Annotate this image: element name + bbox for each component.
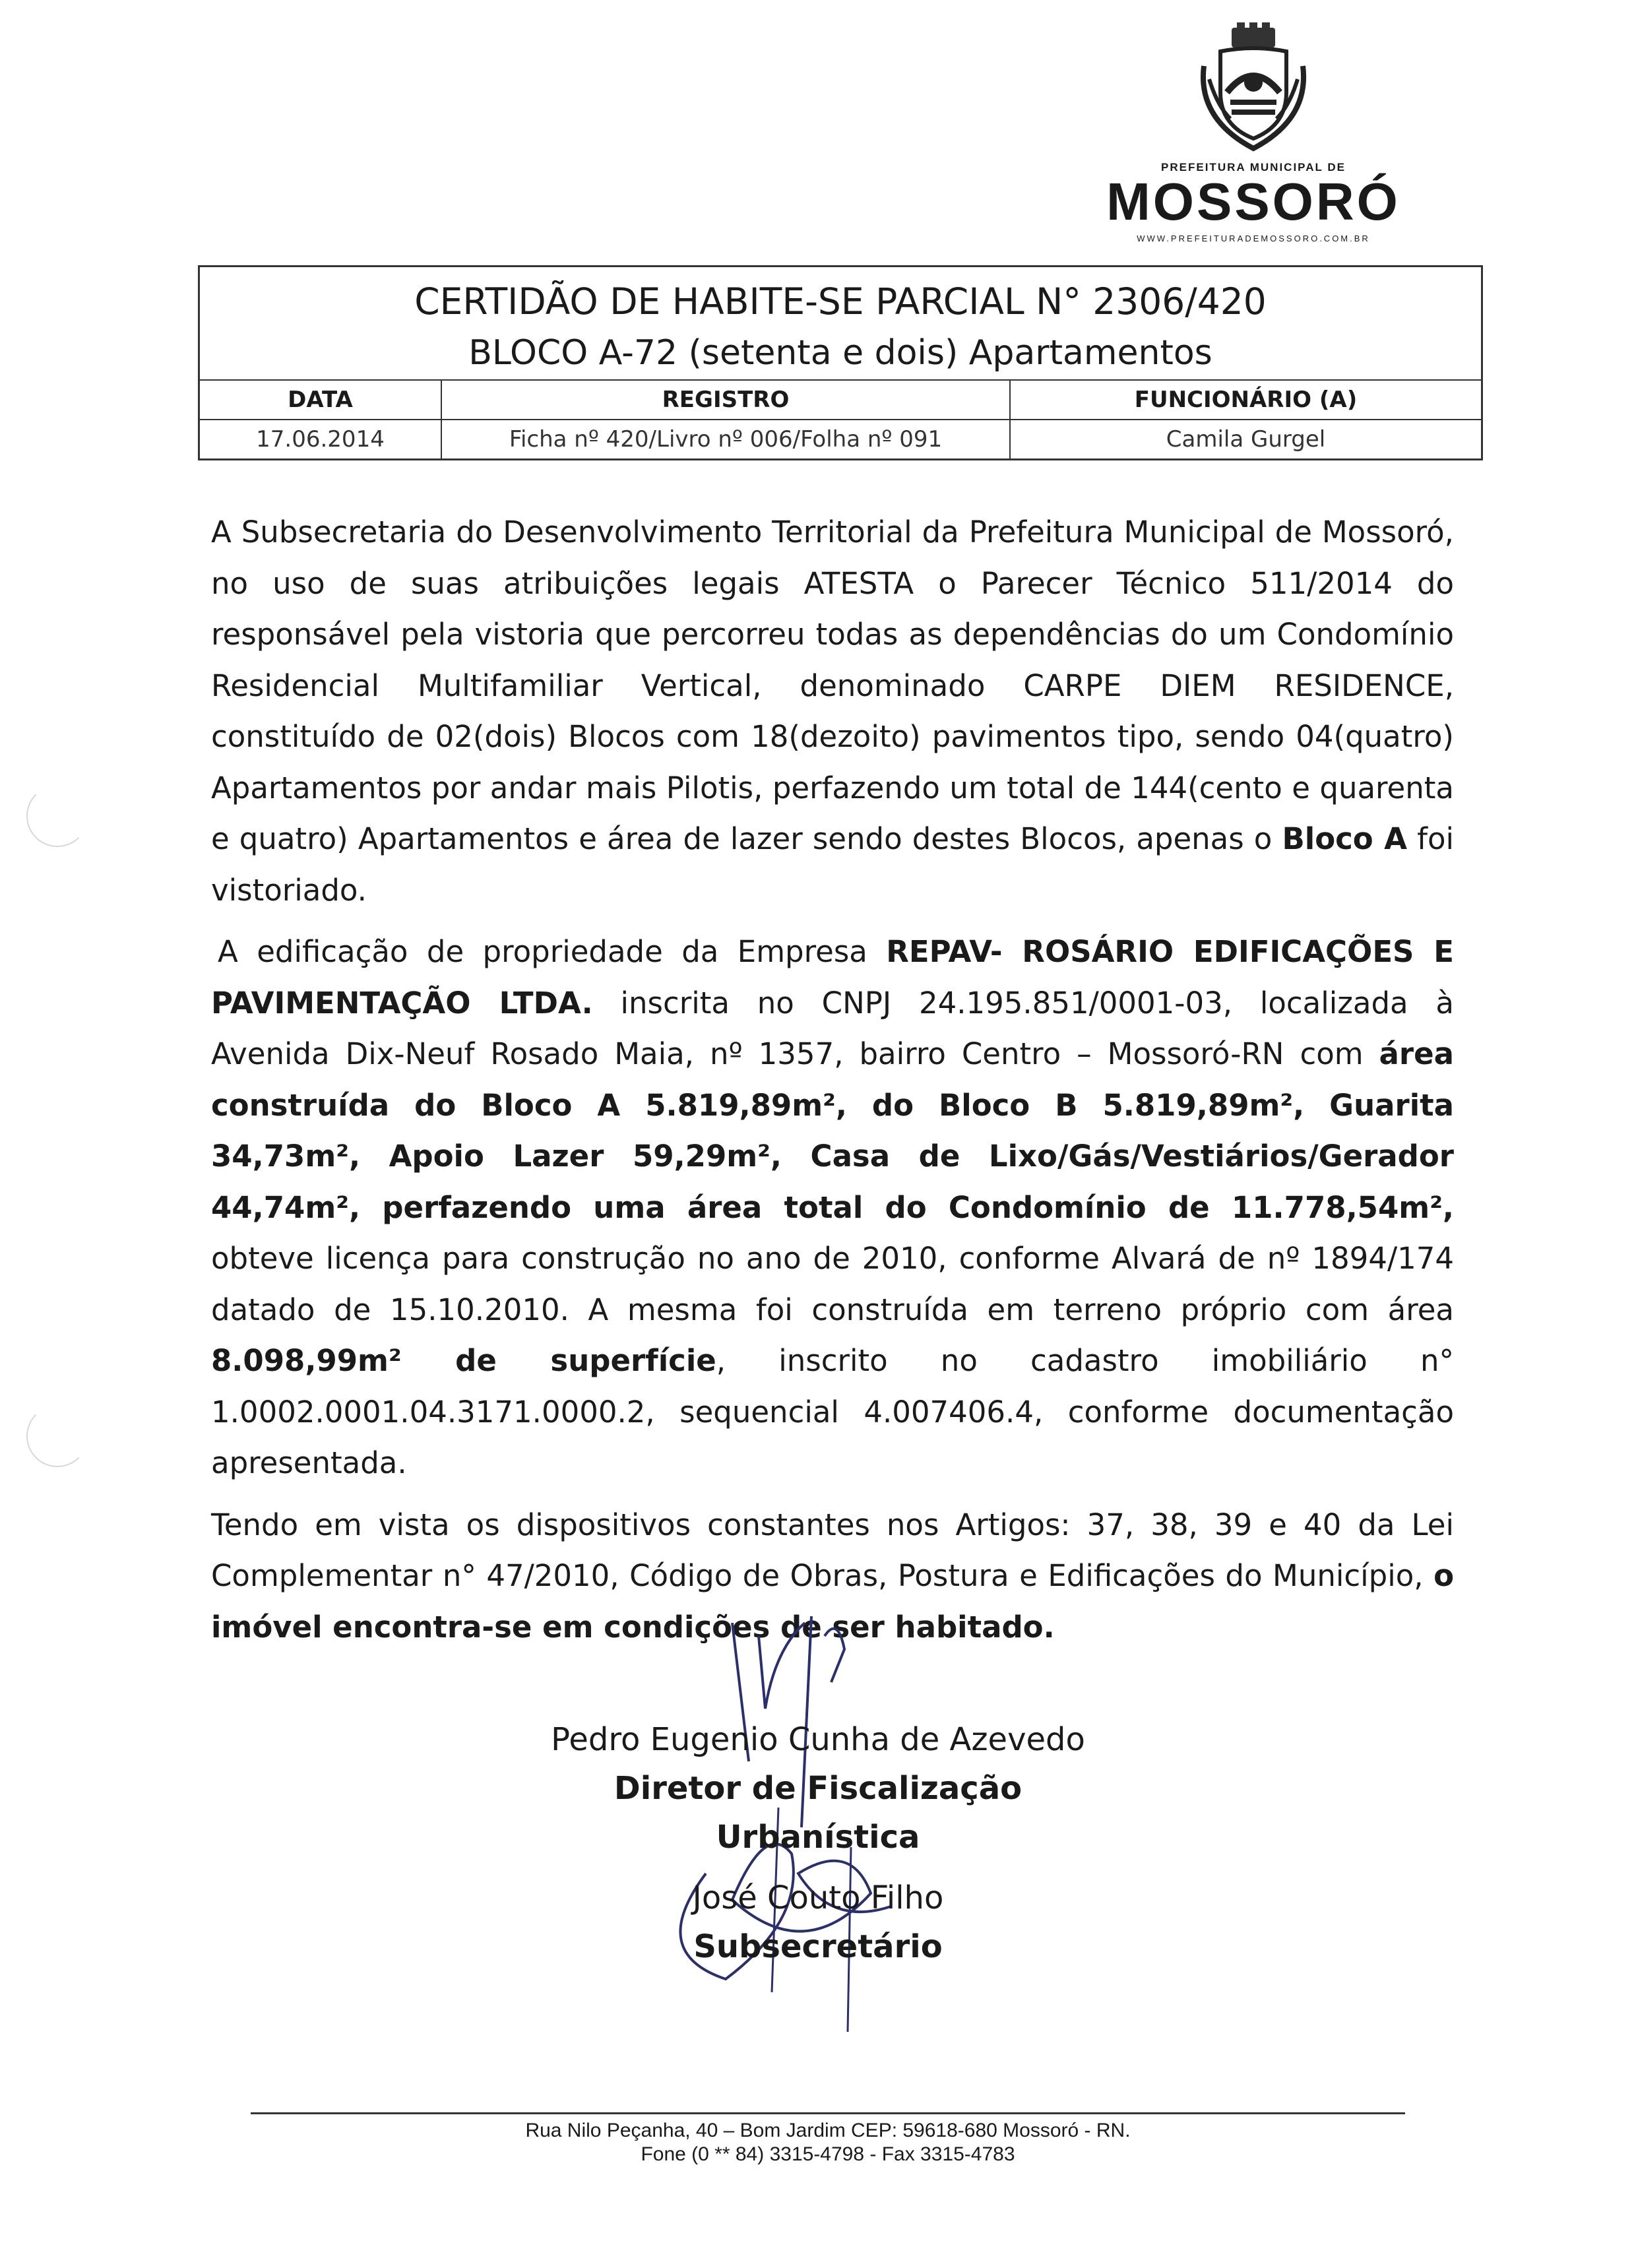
signature-block-subsecretary [660, 1874, 976, 1971]
footer-address: Rua Nilo Peçanha, 40 – Bom Jardim CEP: 59618-680 Mossoró - RN. [525, 2120, 1131, 2141]
director-role: Diretor de Fiscalização Urbanística [614, 1770, 1022, 1856]
footer-divider [251, 2112, 1405, 2114]
paragraph-2-license: obteve licença para construção no ano de 2010, conforme Alvará de nº 1894/174 datado de 15.10.2010. A mesma foi construída em terreno próprio com área [211, 1241, 1454, 1327]
city-name: MOSSORÓ [1106, 172, 1400, 231]
land-area: 8.098,99m² de superfície [211, 1343, 716, 1378]
punch-hole-mark [26, 1405, 88, 1467]
habitability-conclusion: o imóvel encontra-se em condições de ser habitado. [211, 1558, 1454, 1645]
paragraph-2-address: inscrita no CNPJ 24.195.851/0001-03, localizada à Avenida Dix-Neuf Rosado Maia, nº 1357, bairro Centro – Mossoró-RN com [211, 985, 1454, 1071]
certificate-header-box [198, 265, 1483, 460]
footer [251, 2119, 1405, 2166]
document-body [211, 507, 1454, 1653]
letterhead [1082, 20, 1425, 243]
certificate-columns-row [200, 381, 1481, 420]
subsecretary-name: José Couto Filho [692, 1879, 944, 1916]
website: WWW.PREFEITURADEMOSSORO.COM.BR [1137, 234, 1370, 243]
signature-block-director [548, 1715, 1088, 1862]
column-header-registro: REGISTRO [442, 381, 1011, 419]
certificate-title-line1: CERTIDÃO DE HABITE-SE PARCIAL N° 2306/420 [414, 280, 1267, 323]
value-registro: Ficha nº 420/Livro nº 006/Folha nº 091 [442, 420, 1011, 458]
director-name: Pedro Eugenio Cunha de Azevedo [551, 1721, 1085, 1758]
column-header-funcionario: FUNCIONÁRIO (A) [1134, 387, 1358, 413]
certificate-title-line2: BLOCO A-72 (setenta e dois) Apartamentos [468, 333, 1212, 373]
paragraph-2 [211, 926, 1454, 1489]
prefeitura-label: PREFEITURA MUNICIPAL DE [1161, 161, 1346, 173]
paragraph-2-intro: A edificação de propriedade da Empresa [218, 934, 887, 969]
column-header-data: DATA [200, 381, 442, 419]
paragraph-1-end: foi vistoriado. [211, 821, 1454, 908]
paragraph-3-text: Tendo em vista os dispositivos constantes nos Artigos: 37, 38, 39 e 40 da Lei Complementar n° 47/2010, Código de Obras, Postura e Edificações do Município, [211, 1507, 1454, 1593]
value-funcionario: Camila Gurgel [1166, 426, 1326, 453]
city-seal-logo [1191, 20, 1316, 158]
paragraph-2-end: , inscrito no cadastro imobiliário n° 1.0002.0001.04.3171.0000.2, sequencial 4.007406.4, conforme documentação apresentada. [211, 1343, 1454, 1480]
bloco-a-emphasis: Bloco A [1282, 821, 1407, 856]
certificate-values-row [200, 420, 1481, 458]
paragraph-1 [211, 507, 1454, 916]
area-summary: área construída do Bloco A 5.819,89m², do Bloco B 5.819,89m², Guarita 34,73m², Apoio Lazer 59,29m², Casa de Lixo/Gás/Vestiários/Gerador 44,74m², perfazendo uma área total do Condomínio de 11.778,54m², [211, 1036, 1454, 1225]
certificate-title [200, 267, 1481, 381]
company-name: REPAV- ROSÁRIO EDIFICAÇÕES E PAVIMENTAÇÃO LTDA. [211, 934, 1454, 1021]
paragraph-1-text: A Subsecretaria do Desenvolvimento Territorial da Prefeitura Municipal de Mossoró, no uso de suas atribuições legais ATESTA o Parecer Técnico 511/2014 do responsável pela vistoria que percorreu todas as dependências do um Condomínio Residencial Multifamiliar Vertical, denominado CARPE DIEM RESIDENCE, constituído de 02(dois) Blocos com 18(dezoito) pavimentos tipo, sendo 04(quatro) Apartamentos por andar mais Pilotis, perfazendo um total de 144(cento e quarenta e quatro) Apartamentos e área de lazer sendo destes Blocos, apenas o [211, 515, 1454, 856]
punch-hole-mark [26, 785, 88, 847]
value-data: 17.06.2014 [200, 420, 442, 458]
footer-phone: Fone (0 ** 84) 3315-4798 - Fax 3315-4783 [641, 2143, 1015, 2165]
subsecretary-role: Subsecretário [693, 1928, 943, 1965]
